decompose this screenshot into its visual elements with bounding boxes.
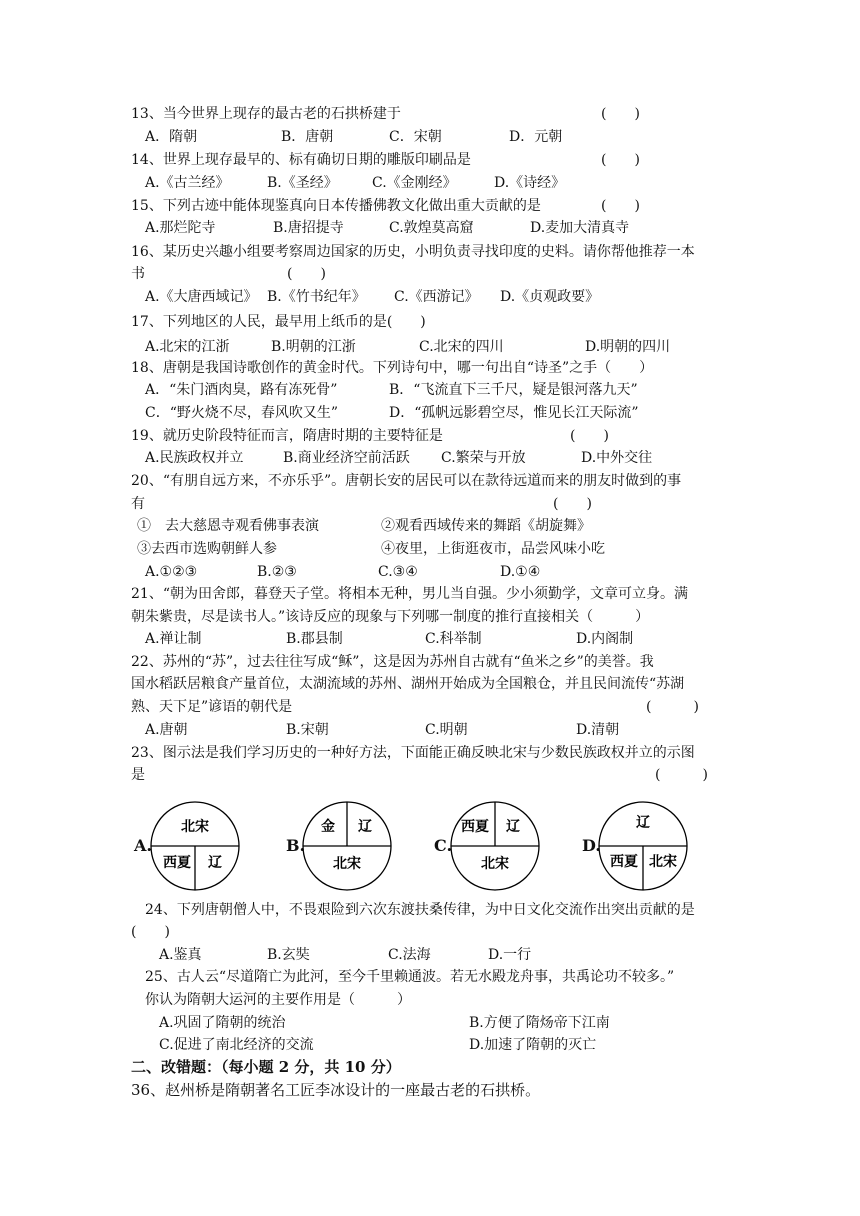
q24-option-c: C.法海: [388, 947, 431, 963]
q17-stem: 17、下列地区的人民，最早用上纸币的是( ): [131, 314, 426, 330]
q18-stem: 18、唐朝是我国诗歌创作的黄金时代。下列诗句中，哪一句出自“诗圣”之手（ ）: [131, 360, 654, 376]
q16-stem: 16、某历史兴趣小组要考察周边国家的历史，小明负责寻找印度的史料。请你帮他推荐一本: [131, 244, 695, 260]
q19-paren: ( ): [570, 428, 609, 444]
q19-stem: 19、就历史阶段特征而言，隋唐时期的主要特征是: [131, 428, 443, 444]
q16-option-a: A.《大唐西域记》: [145, 289, 258, 305]
q25-stem-2: 你认为隋朝大运河的主要作用是（ ）: [145, 992, 411, 1008]
diagram-c-top-left: 西夏: [461, 819, 489, 835]
q19-option-a: A.民族政权并立: [145, 450, 244, 466]
q14-option-b: B.《圣经》: [267, 175, 338, 191]
q15-option-c: C.敦煌莫高窟: [389, 220, 474, 236]
q20-option-d: D.①④: [500, 564, 541, 580]
q20-item-4: ④夜里，上街逛夜市，品尝风味小吃: [381, 541, 605, 557]
q15-option-d: D.麦加大清真寺: [530, 220, 630, 236]
q19-option-c: C.繁荣与开放: [441, 450, 526, 466]
q16-paren: ( ): [287, 266, 326, 282]
q13-option-c: C．宋朝: [389, 129, 442, 145]
diagram-b-bottom: 北宋: [333, 856, 361, 872]
q13-option-d: D．元朝: [509, 129, 563, 145]
diagram-d-bottom-right: 北宋: [649, 854, 677, 870]
q23-paren: ( ): [655, 767, 708, 783]
diagram-b: [301, 800, 393, 892]
q22-option-a: A.唐朝: [145, 722, 188, 738]
q20-paren: ( ): [553, 496, 592, 512]
q13-option-a: A．隋朝: [145, 129, 198, 145]
q14-option-c: C.《金刚经》: [372, 175, 457, 191]
q20-option-b: B.②③: [257, 564, 297, 580]
q20-item-3: ③去西市选购朝鲜人参: [137, 541, 277, 557]
q15-paren: ( ): [601, 198, 640, 214]
q21-option-d: D.内阁制: [576, 631, 634, 647]
q23-stem-2: 是: [131, 767, 145, 783]
q15-option-b: B.唐招提寺: [273, 220, 344, 236]
diagram-c: [449, 800, 541, 892]
q20-stem: 20、“有朋自远方来，不亦乐乎”。唐朝长安的居民可以在款待远道而来的朋友时做到的事: [131, 473, 682, 489]
diagram-a-label: A.: [134, 836, 152, 855]
diagram-b-label: B.: [286, 836, 306, 855]
q13-option-b: B．唐朝: [281, 129, 334, 145]
q16-option-c: C.《西游记》: [394, 289, 479, 305]
diagram-b-top-right: 辽: [358, 819, 372, 835]
q22-stem-3: 熟、天下足”谚语的朝代是: [131, 699, 293, 715]
q20-option-a: A.①②③: [145, 564, 198, 580]
diagram-d: [597, 800, 689, 892]
q14-option-d: D.《诗经》: [494, 175, 566, 191]
q22-option-b: B.宋朝: [286, 722, 329, 738]
q16-stem-2: 书: [131, 266, 145, 282]
q17-option-d: D.明朝的四川: [585, 339, 671, 355]
q19-option-b: B.商业经济空前活跃: [283, 450, 410, 466]
q24-stem-2: ( ): [131, 924, 170, 940]
q21-stem-2: 朝朱紫贵，尽是读书人。”该诗反应的现象与下列哪一制度的推行直接相关（ ）: [131, 609, 650, 625]
q22-option-d: D.清朝: [576, 722, 620, 738]
q13-stem: 13、当今世界上现存的最古老的石拱桥建于: [131, 106, 401, 122]
diagram-a-top: 北宋: [181, 819, 209, 835]
q14-stem: 14、世界上现存最早的、标有确切日期的雕版印刷品是: [131, 152, 471, 168]
q15-stem: 15、下列古迹中能体现鉴真向日本传播佛教文化做出重大贡献的是: [131, 198, 541, 214]
q17-option-b: B.明朝的江浙: [271, 339, 356, 355]
q17-option-a: A.北宋的江浙: [145, 339, 230, 355]
q20-option-c: C.③④: [378, 564, 418, 580]
q14-paren: ( ): [601, 152, 640, 168]
diagram-a-bottom-right: 辽: [208, 855, 222, 871]
diagram-d-bottom-left: 西夏: [610, 854, 638, 870]
q21-stem: 21、“朝为田舍郎，暮登天子堂。将相本无种，男儿当自强。少小须勤学，文章可立身。满: [131, 586, 688, 602]
diagram-b-top-left: 金: [321, 819, 335, 835]
diagram-a: [149, 800, 241, 892]
q24-option-b: B.玄奘: [267, 947, 310, 963]
q25-option-c: C.促进了南北经济的交流: [159, 1037, 314, 1053]
q21-option-c: C.科举制: [425, 631, 482, 647]
q22-paren: ( ): [646, 699, 699, 715]
q14-option-a: A.《古兰经》: [145, 175, 230, 191]
q18-option-c: C．“野火烧不尽，春风吹又生”: [145, 405, 339, 421]
q22-stem-2: 国水稻跃居粮食产量首位，太湖流域的苏州、湖州开始成为全国粮仓，并且民间流传“苏湖: [131, 676, 685, 692]
q13-paren: ( ): [601, 106, 640, 122]
q20-stem-2: 有: [131, 496, 145, 512]
q16-option-b: B.《竹书纪年》: [267, 289, 366, 305]
q23-stem: 23、图示法是我们学习历史的一种好方法，下面能正确反映北宋与少数民族政权并立的示图: [131, 745, 695, 761]
q25-stem: 25、古人云“尽道隋亡为此河，至今千里赖通波。若无水殿龙舟事，共禹论功不较多。”: [145, 969, 675, 985]
q21-option-a: A.禅让制: [145, 631, 202, 647]
q18-option-a: A．“朱门酒肉臭，路有冻死骨”: [145, 382, 338, 398]
q25-option-b: B.方便了隋炀帝下江南: [469, 1015, 610, 1031]
q24-option-a: A.鉴真: [159, 947, 202, 963]
diagram-d-top: 辽: [636, 815, 650, 831]
q24-option-d: D.一行: [488, 947, 532, 963]
diagram-c-top-right: 辽: [506, 819, 520, 835]
q16-option-d: D.《贞观政要》: [500, 289, 600, 305]
diagram-a-bottom-left: 西夏: [163, 855, 191, 871]
q18-option-d: D．“孤帆远影碧空尽，惟见长江天际流”: [389, 405, 639, 421]
q25-option-d: D.加速了隋朝的灭亡: [469, 1037, 597, 1053]
q24-stem: 24、下列唐朝僧人中，不畏艰险到六次东渡扶桑传律，为中日文化交流作出突出贡献的是: [145, 902, 695, 918]
q21-option-b: B.郡县制: [286, 631, 343, 647]
q15-option-a: A.那烂陀寺: [145, 220, 216, 236]
q19-option-d: D.中外交往: [581, 450, 653, 466]
q22-option-c: C.明朝: [425, 722, 468, 738]
q20-item-1: ① 去大慈恩寺观看佛事表演: [137, 518, 319, 534]
q22-stem: 22、苏州的“苏”，过去往往写成“稣”，这是因为苏州自古就有“鱼米之乡”的美誉。我: [131, 654, 654, 670]
q17-option-c: C.北宋的四川: [419, 339, 504, 355]
diagram-d-label: D.: [582, 836, 601, 855]
diagram-c-bottom: 北宋: [481, 856, 509, 872]
q36-stem: 36、赵州桥是隋朝著名工匠李冰设计的一座最古老的石拱桥。: [131, 1081, 541, 1099]
q20-item-2: ②观看西域传来的舞蹈《胡旋舞》: [381, 518, 591, 534]
section-title: 二、改错题：（每小题 2 分，共 10 分）: [131, 1058, 401, 1076]
q18-option-b: B．“飞流直下三千尺，疑是银河落九天”: [389, 382, 638, 398]
q25-option-a: A.巩固了隋朝的统治: [159, 1015, 286, 1031]
diagram-c-label: C.: [434, 836, 453, 855]
